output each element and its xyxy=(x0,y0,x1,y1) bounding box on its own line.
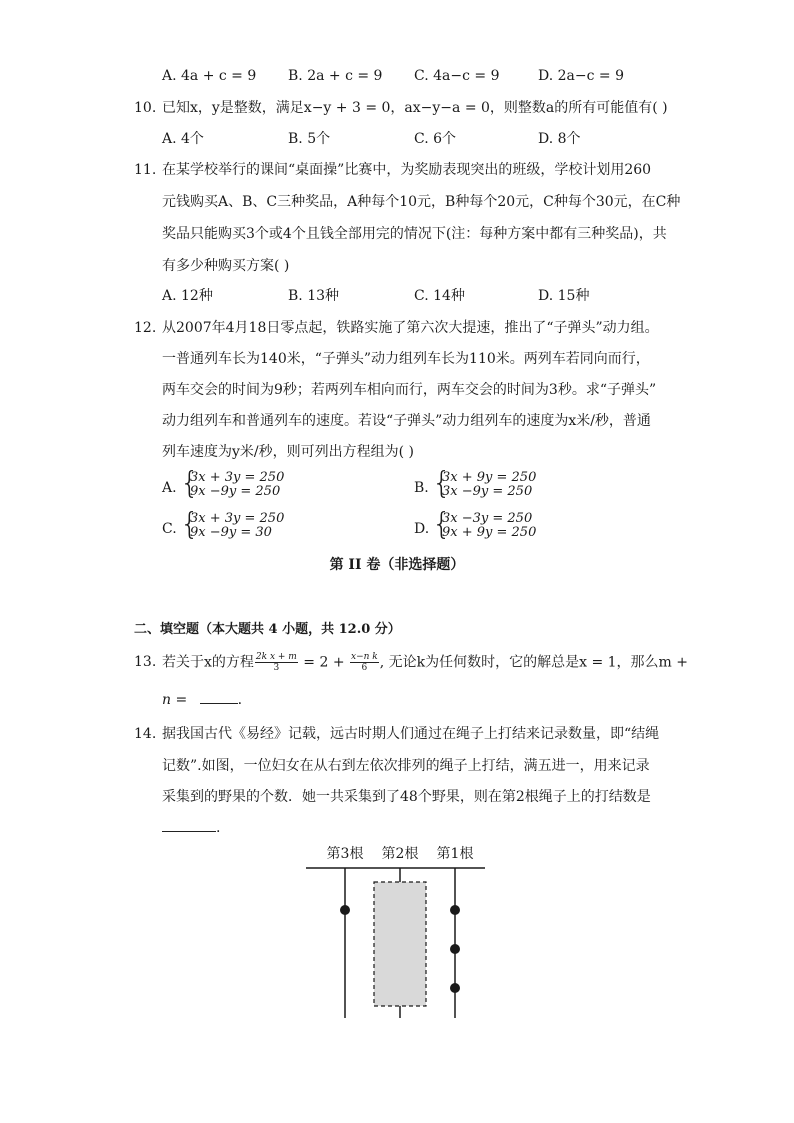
q10-number: 10. xyxy=(134,100,157,116)
q10-stem: 已知x，y是整数，满足x−y + 3 = 0，ax−y−a = 0，则整数a的所有可能值有( ) xyxy=(162,100,668,116)
q11-option-d: D. 15种 xyxy=(538,288,590,304)
q13-pre: 若关于x的方程 xyxy=(162,654,254,671)
part-two-title: 第 II 卷（非选择题） xyxy=(329,557,465,573)
rope-1-label: 第1根 xyxy=(436,846,474,862)
q13-frac2-denominator: 6 xyxy=(361,663,368,673)
q14-end: . xyxy=(216,820,221,836)
q12-option-d-label: D. xyxy=(414,521,430,537)
q10-option-b: B. 5个 xyxy=(288,131,331,147)
q9-option-c: C. 4a−c = 9 xyxy=(414,68,500,84)
q13-mid: = 2 + xyxy=(298,654,349,671)
q12-option-b-label: B. xyxy=(414,480,429,496)
q13-fraction-2 xyxy=(350,652,379,673)
q12-text-4: 动力组列车和普通列车的速度。若设“子弹头”动力组列车的速度为x米/秒，普通 xyxy=(162,413,651,429)
q9-option-a: A. 4a + c = 9 xyxy=(162,68,257,84)
rope-3-knots xyxy=(340,905,350,915)
q13-answer-blank[interactable] xyxy=(200,703,238,704)
knot xyxy=(340,905,350,915)
q12-option-c-label: C. xyxy=(162,521,177,537)
q11-option-a: A. 12种 xyxy=(162,288,213,304)
q13-end: . xyxy=(237,692,243,708)
q13-number: 13. xyxy=(134,654,157,670)
q12-text-1: 从2007年4月18日零点起，铁路实施了第六次大提速，推出了“子弹头”动力组。 xyxy=(162,320,659,336)
q9-option-d: D. 2a−c = 9 xyxy=(538,68,624,84)
knot-rope-figure xyxy=(300,838,500,1023)
q11-text-3: 奖品只能购买3个或4个且钱全部用完的情况下(注：每种方案中都有三种奖品)，共 xyxy=(162,226,667,242)
q12-b-eq1: 3x + 9y = 250 xyxy=(442,470,537,485)
q12-text-5: 列车速度为y米/秒，则可列出方程组为( ) xyxy=(162,444,414,460)
q11-option-c: C. 14种 xyxy=(414,288,465,304)
q11-text-4: 有多少种购买方案( ) xyxy=(162,258,290,274)
q10-option-c: C. 6个 xyxy=(414,131,457,147)
brace-icon: { xyxy=(180,507,200,542)
q14-text-2: 记数”.如图，一位妇女在从右到左依次排列的绳子上打结，满五进一，用来记录 xyxy=(162,758,650,774)
q14-line-4 xyxy=(162,818,220,838)
brace-icon: { xyxy=(432,466,452,501)
knot xyxy=(450,944,460,954)
q14-text-3: 采集到的野果的个数．她一共采集到了48个野果，则在第2根绳子上的打结数是 xyxy=(162,789,651,805)
q12-d-eq2: 9x + 9y = 250 xyxy=(442,525,537,540)
hidden-rope-box xyxy=(374,882,426,1006)
rope-3-label: 第3根 xyxy=(326,846,364,862)
q14-answer-blank[interactable] xyxy=(162,831,216,832)
q13-frac2-numerator: x−n k xyxy=(351,652,378,662)
knot xyxy=(450,905,460,915)
q12-text-3: 两车交会的时间为9秒；若两列车相向而行，两车交会的时间为3秒。求“子弹头” xyxy=(162,382,657,398)
brace-icon: { xyxy=(432,507,452,542)
q12-option-c-system xyxy=(180,507,340,542)
q12-a-eq1: 3x + 3y = 250 xyxy=(190,470,285,485)
q12-a-eq2: 9x −9y = 250 xyxy=(190,484,281,499)
q13-fraction-1 xyxy=(255,652,298,673)
q13-frac1-denominator: 3 xyxy=(273,663,280,673)
q13-post: , 无论k为任何数时，它的解总是x = 1，那么m + xyxy=(379,654,689,671)
q11-number: 11. xyxy=(134,162,157,178)
knot xyxy=(450,983,460,993)
q13-text xyxy=(162,652,688,673)
q11-text-1: 在某学校举行的课间“桌面操”比赛中，为奖励表现突出的班级，学校计划用260 xyxy=(162,162,652,178)
brace-icon: { xyxy=(180,466,200,501)
q12-option-a-label: A. xyxy=(162,480,177,496)
q12-d-eq1: 3x −3y = 250 xyxy=(442,511,533,526)
q10-option-a: A. 4个 xyxy=(162,131,204,147)
q9-option-b: B. 2a + c = 9 xyxy=(288,68,383,84)
q12-c-eq2: 9x −9y = 30 xyxy=(190,525,272,540)
q11-option-b: B. 13种 xyxy=(288,288,340,304)
q13-line-2 xyxy=(162,690,242,710)
section-two-title: 二、填空题（本大题共 4 小题，共 12.0 分） xyxy=(134,622,401,637)
q12-text-2: 一普通列车长为140米，“子弹头”动力组列车长为110米。两列车若同向而行， xyxy=(162,351,650,367)
q12-b-eq2: 3x −9y = 250 xyxy=(442,484,533,499)
q14-text-1: 据我国古代《易经》记载，远古时期人们通过在绳子上打结来记录数量，即“结绳 xyxy=(162,726,660,742)
q12-number: 12. xyxy=(134,320,157,336)
rope-2-label: 第2根 xyxy=(381,846,419,862)
q12-option-b-system xyxy=(432,466,592,501)
q12-c-eq1: 3x + 3y = 250 xyxy=(190,511,285,526)
q11-text-2: 元钱购买A、B、C三种奖品，A种每个10元，B种每个20元，C种每个30元，在C种 xyxy=(162,194,681,210)
q12-option-a-system xyxy=(180,466,340,501)
q13-line2-text: n = xyxy=(162,692,188,708)
q10-option-d: D. 8个 xyxy=(538,131,581,147)
q13-frac1-numerator: 2k x + m xyxy=(255,652,297,662)
q12-option-d-system xyxy=(432,507,592,542)
q14-number: 14. xyxy=(134,726,157,742)
